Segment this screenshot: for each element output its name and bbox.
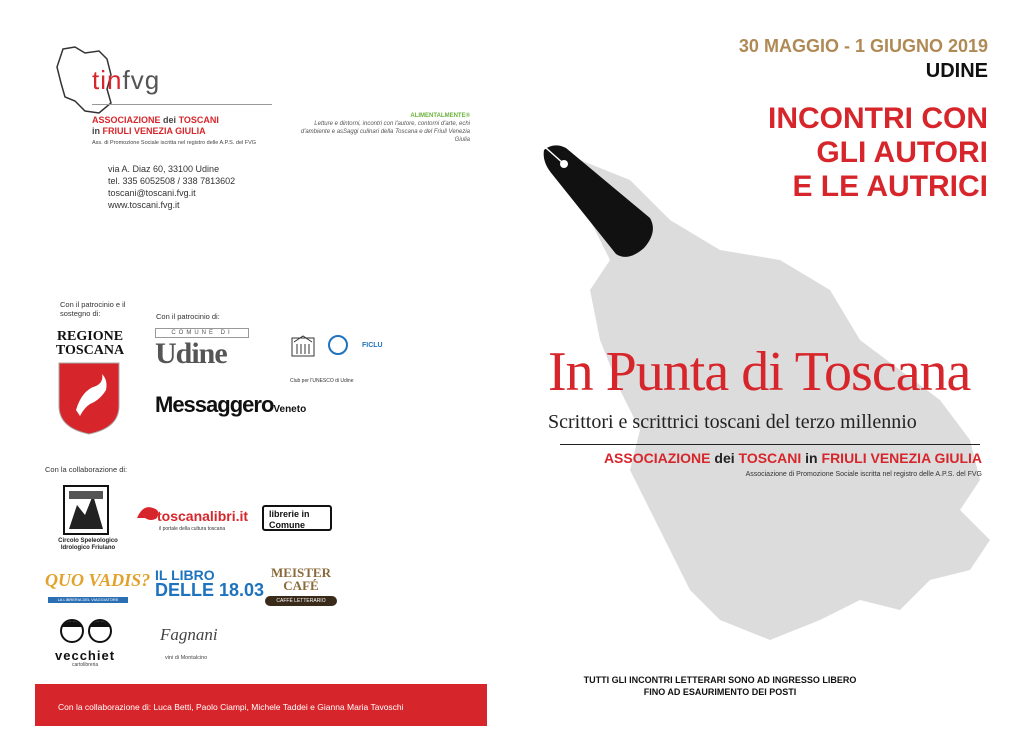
event-title: In Punta di Toscana: [548, 341, 971, 403]
quo-vadis-subtitle: LA LIBRERIA DEL VIAGGIATORE: [48, 597, 128, 603]
event-headline: INCONTRI CON GLI AUTORI E LE AUTRICI: [768, 102, 988, 203]
vecchiet-logo-text: vecchiet: [55, 648, 116, 663]
contact-address: via A. Diaz 60, 33100 Udine: [108, 164, 220, 174]
alimentalmente-title: ALIMENTALMENTE®: [410, 113, 470, 119]
patronage-label: Con il patrocinio di:: [156, 312, 220, 321]
collaborators-text: Con la collaborazione di: Luca Betti, Paolo Ciampi, Michele Taddei e Gianna Maria Tavoschi: [58, 702, 404, 712]
title-divider: [560, 444, 980, 445]
comune-udine-logo: COMUNE DI Udine: [155, 328, 250, 376]
organizer-registration: Associazione di Promozione Sociale iscritta nel registro delle A.P.S. del FVG: [745, 471, 982, 478]
ficlu-label: FICLU: [362, 342, 383, 349]
alimentalmente-text: Letture e dintorni, incontri con l'autore, contorni d'arte, echi d'ambiente e asSaggi culinari della Toscana e del Friuli Venezia Giulia: [300, 121, 470, 143]
alimentalmente-block: [300, 112, 470, 144]
event-subtitle: Scrittori e scrittrici toscani del terzo millennio: [548, 411, 917, 433]
organizer-name: ASSOCIAZIONE dei TOSCANI in FRIULI VENEZIA GIULIA: [603, 450, 982, 466]
patronage-support-label: Con il patrocinio e il sostegno di:: [60, 300, 126, 318]
regione-toscana-logo: REGIONE TOSCANA: [55, 329, 125, 358]
contact-phone: tel. 335 6052508 / 338 7813602: [108, 176, 236, 186]
toscanalibri-logo: toscanalibri.it il portale della cultura toscana: [135, 500, 255, 538]
contact-website[interactable]: www.toscani.fvg.it: [108, 200, 180, 210]
fagnani-logo: Fagnani: [160, 625, 218, 644]
unesco-caption: Club per l'UNESCO di Udine: [290, 378, 354, 384]
librerie-in-comune-logo: librerie in Comune: [262, 505, 332, 531]
tinfvg-logo: tinfvg: [92, 65, 161, 95]
vecchiet-subtitle: cartolibreria: [72, 662, 99, 668]
event-city: UDINE: [925, 60, 988, 82]
collaboration-label: Con la collaborazione di:: [45, 465, 128, 474]
libro-delle-1803-logo: IL LIBRO DELLE 18.03: [155, 567, 265, 600]
regione-toscana-shield-icon: [56, 360, 122, 436]
fountain-pen-nib-icon: [540, 140, 660, 270]
event-dates: 30 MAGGIO - 1 GIUGNO 2019: [738, 36, 988, 56]
messaggero-veneto-logo: MessaggeroVeneto: [155, 392, 307, 417]
contact-email[interactable]: toscani@toscani.fvg.it: [108, 188, 196, 198]
unesco-ficlu-logo-icon: [290, 330, 380, 380]
quo-vadis-logo: QUO VADIS?: [45, 570, 151, 590]
free-entry-note: TUTTI GLI INCONTRI LETTERARI SONO AD INGRESSO LIBERO FINO AD ESAURIMENTO DEI POSTI: [583, 675, 857, 697]
contact-block: [108, 163, 235, 211]
meister-cafe-logo: MEISTER CAFÉ CAFFÈ LETTERARIO: [262, 566, 340, 608]
speleo-circle-logo-icon: [63, 485, 109, 535]
association-registration: Ass. di Promozione Sociale iscritta nel registro delle A.P.S. del FVG: [92, 140, 257, 146]
fagnani-subtitle: vini di Montalcino: [165, 655, 208, 661]
logo-divider: [92, 104, 272, 105]
association-name: ASSOCIAZIONE dei TOSCANI in FRIULI VENEZIA GIULIA: [92, 115, 219, 136]
speleo-caption: Circolo Speleologico Idrologico Friulano: [58, 538, 118, 551]
